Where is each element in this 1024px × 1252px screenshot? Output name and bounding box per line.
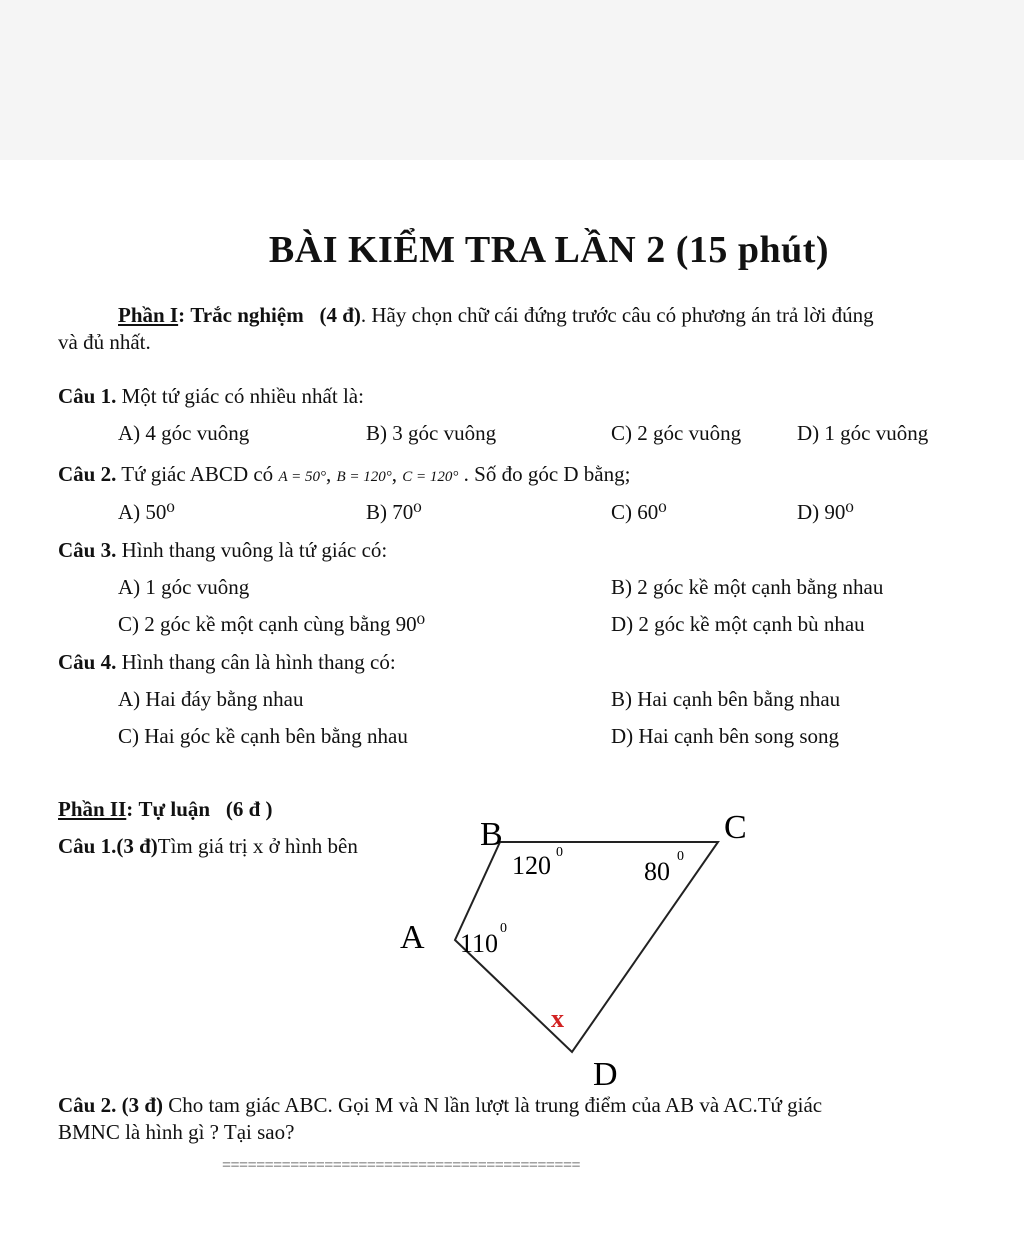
angle-d-unknown: x (551, 1004, 564, 1033)
part1-heading: Phần I (118, 303, 179, 327)
question-1-text: Một tứ giác có nhiều nhất là: (121, 384, 364, 408)
part1-instruction: . Hãy chọn chữ cái đứng trước câu có phương án trả lời đúng (360, 303, 874, 327)
q1-option-a: A) 4 góc vuông (118, 421, 250, 445)
q2-option-c: C) 60⁰ (611, 500, 667, 524)
question-1-label: Câu 1. (58, 384, 117, 408)
question-2-label: Câu 2. (58, 462, 117, 486)
angle-b-value: B = 120° (336, 469, 392, 485)
q1-option-b: B) 3 góc vuông (366, 421, 497, 445)
part2-question-2 (58, 1093, 822, 1117)
angle-c-value: C = 120° (402, 469, 459, 485)
part2-points: (6 đ ) (225, 797, 273, 821)
question-4-label: Câu 4. (58, 650, 117, 674)
q4-option-b: B) Hai cạnh bên bằng nhau (611, 687, 841, 711)
q4-option-a: A) Hai đáy bằng nhau (118, 687, 304, 711)
part1-points: (4 đ) (319, 303, 361, 327)
question-3-text: Hình thang vuông là tứ giác có: (121, 538, 388, 562)
q3-option-c: C) 2 góc kề một cạnh cùng bằng 90⁰ (118, 612, 426, 636)
question-2-suffix: . Số đo góc D bằng; (463, 462, 631, 486)
part2-heading: Phần II (58, 797, 127, 821)
separator-line: ========================================== (222, 1157, 580, 1174)
q2-option-d: D) 90⁰ (797, 500, 854, 524)
part2-q2-line2: BMNC là hình gì ? Tại sao? (58, 1120, 295, 1144)
part2-q1-label: Câu 1.(3 đ) (58, 834, 158, 858)
part1-name: Trắc nghiệm (190, 303, 304, 327)
angle-c-degree: 0 (677, 849, 684, 864)
vertex-b-label: B (480, 816, 503, 853)
question-2: Câu 2. Tứ giác ABCD có A = 50°, B = 120°, C = 120° . Số đo góc D bằng; (58, 462, 631, 486)
part2-q2-line1: Cho tam giác ABC. Gọi M và N lần lượt là trung điểm của AB và AC.Tứ giác (168, 1093, 823, 1117)
vertex-c-label: C (724, 809, 747, 846)
q4-option-d: D) Hai cạnh bên song song (611, 724, 840, 748)
part2-name: Tự luận (138, 797, 211, 821)
question-4-text: Hình thang cân là hình thang có: (121, 650, 396, 674)
angle-a-degree: 0 (500, 921, 507, 936)
q2-option-b: B) 70⁰ (366, 500, 422, 524)
part2-q1-text: Tìm giá trị x ở hình bên (157, 834, 358, 858)
part2-colon: : (126, 797, 134, 821)
angle-a-value: A = 50° (278, 469, 326, 485)
q4-option-c: C) Hai góc kề cạnh bên bằng nhau (118, 724, 408, 748)
vertex-a-label: A (400, 919, 425, 956)
angle-c-label: 80 (644, 857, 670, 886)
q2-option-a: A) 50⁰ (118, 500, 175, 524)
angle-a-label: 110 (460, 929, 499, 958)
q3-option-d: D) 2 góc kề một cạnh bù nhau (611, 612, 865, 636)
q1-option-d: D) 1 góc vuông (797, 421, 929, 445)
part2-q2-label: Câu 2. (3 đ) (58, 1093, 164, 1117)
question-3-label: Câu 3. (58, 538, 117, 562)
q3-option-b: B) 2 góc kề một cạnh bằng nhau (611, 575, 884, 599)
angle-b-label: 120 (512, 851, 551, 880)
part1-colon: : (178, 303, 186, 327)
vertex-d-label: D (593, 1056, 618, 1093)
exam-title: BÀI KIỂM TRA LẦN 2 (15 phút) (268, 229, 830, 271)
part1-instruction-line2: và đủ nhất. (58, 330, 151, 354)
angle-b-degree: 0 (556, 845, 563, 860)
q3-option-a: A) 1 góc vuông (118, 575, 250, 599)
question-2-text: Tứ giác ABCD có (121, 462, 274, 486)
q1-option-c: C) 2 góc vuông (611, 421, 742, 445)
